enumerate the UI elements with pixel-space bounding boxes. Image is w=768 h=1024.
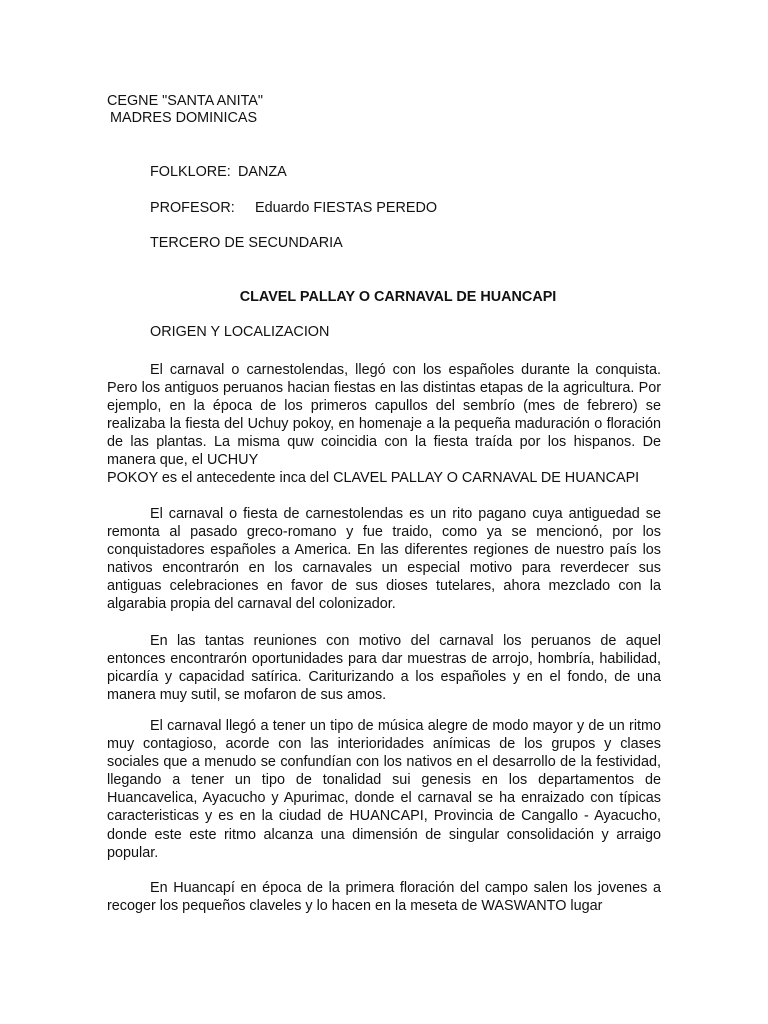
paragraph-3: En las tantas reuniones con motivo del carnaval los peruanos de aquel entonces encontrarón oportunidades para dar muestras de arrojo, hombría, habilidad, picardía y capacidad satírica. Cariturizando a los españoles y en el fondo, de una manera muy sutil, se mofaron de sus amos. <box>107 633 661 704</box>
folklore-value: DANZA <box>238 164 287 180</box>
paragraph-1: El carnaval o carnestolendas, llegó con los españoles durante la conquista. Pero los antiguos peruanos hacian fiestas en las distintas etapas de la agricultura. Por ejemplo, en la época de los primeros capullos del sembrío (mes de febrero) se realizaba la fiesta del Uchuy pokoy, en homenaje a la pequeña maduración o floración de las plantas. La misma quw coincidia con la fiesta traída por los hispanos. De manera que, el UCHUY <box>107 362 661 469</box>
profesor-value: Eduardo FIESTAS PEREDO <box>255 200 438 216</box>
profesor-label: PROFESOR: <box>150 200 235 216</box>
paragraph-4: El carnaval llegó a tener un tipo de música alegre de modo mayor y de un ritmo muy contagioso, acorde con las interioridades anímicas de los grupos y clases sociales que a menudo se confundían con los nativos en el desarrollo de la festividad, llegando a tener un tipo de tonalidad sui genesis en los departamentos de Huancavelica, Ayacucho y Apurimac, donde el carnaval se ha enraizado con típicas caracteristicas y es en la ciudad de HUANCAPI, Provincia de Cangallo - Ayacucho, donde este este ritmo alcanza una dimensión de singular consolidación y arraigo popular. <box>107 718 661 861</box>
school-name: CEGNE "SANTA ANITA" <box>107 93 264 109</box>
paragraph-2: El carnaval o fiesta de carnestolendas es un rito pagano cuya antiguedad se remonta al pasado greco-romano y fue traido, como ya se mencionó, por los conquistadores españoles a America. En las diferentes regiones de nuestro país los nativos encontrarón en los carnavales un especial motivo para reverdecer sus antiguas celebraciones en favor de sus dioses tutelares, ahora mezclado con la algarabia propia del carnaval del colonizador. <box>107 506 661 613</box>
paragraph-5: En Huancapí en época de la primera floración del campo salen los jovenes a recoger los pequeños claveles y lo hacen en la meseta de WASWANTO lugar <box>107 880 661 915</box>
section-heading: ORIGEN Y LOCALIZACION <box>150 324 330 340</box>
document-title: CLAVEL PALLAY O CARNAVAL DE HUANCAPI <box>239 289 557 305</box>
congregation-name: MADRES DOMINICAS <box>110 110 258 126</box>
paragraph-1-tail: POKOY es el antecedente inca del CLAVEL PALLAY O CARNAVAL DE HUANCAPI <box>107 470 640 486</box>
folklore-label: FOLKLORE: <box>150 164 231 180</box>
grade-label: TERCERO DE SECUNDARIA <box>150 235 343 251</box>
